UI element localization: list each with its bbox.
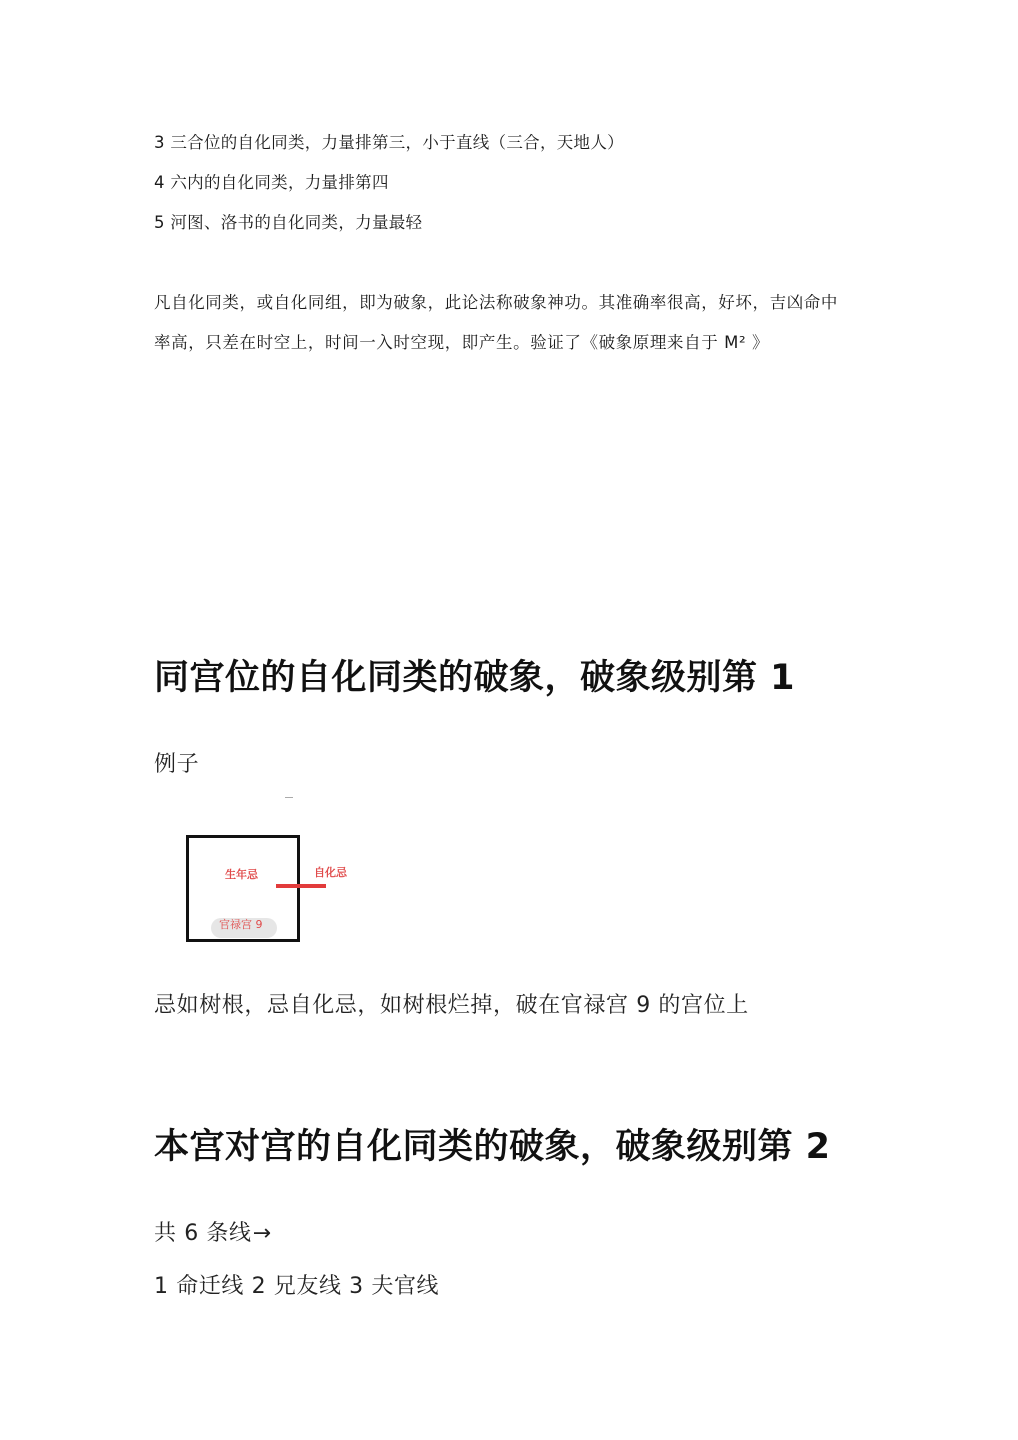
paragraph-line-1: 凡自化同类，或自化同组，即为破象，此论法称破象神功。其准确率很高，好坏，吉凶命中 (154, 293, 838, 312)
paragraph-line-2: 率高，只差在时空上，时间一入时空现，即产生。验证了《破象原理来自于 M² 》 (154, 333, 770, 352)
example-label: 例子 (154, 752, 200, 777)
section-1-explanation: 忌如树根，忌自化忌，如树根烂掉，破在官禄宫 9 的宫位上 (154, 993, 749, 1018)
line-count-text: 共 6 条线 (154, 1221, 252, 1246)
section-1-heading: 同宫位的自化同类的破象，破象级别第 1 (154, 658, 796, 698)
self-transform-line (276, 884, 326, 888)
list-item-3: 3 三合位的自化同类，力量排第三，小于直线（三合，天地人） (154, 133, 624, 152)
self-transform-ji-label: 自化忌 (314, 866, 347, 879)
arrow-icon: → (252, 1221, 272, 1246)
section-2-heading: 本宫对宫的自化同类的破象，破象级别第 2 (154, 1127, 831, 1167)
birth-year-ji-label: 生年忌 (225, 868, 258, 881)
palace-name-label: 官禄宫 9 (219, 918, 263, 931)
list-item-5: 5 河图、洛书的自化同类，力量最轻 (154, 213, 423, 232)
line-count (154, 1219, 272, 1249)
list-item-4: 4 六内的自化同类，力量排第四 (154, 173, 389, 192)
line-list: 1 命迁线 2 兄友线 3 夫官线 (154, 1274, 440, 1299)
decorative-tick (285, 797, 293, 798)
